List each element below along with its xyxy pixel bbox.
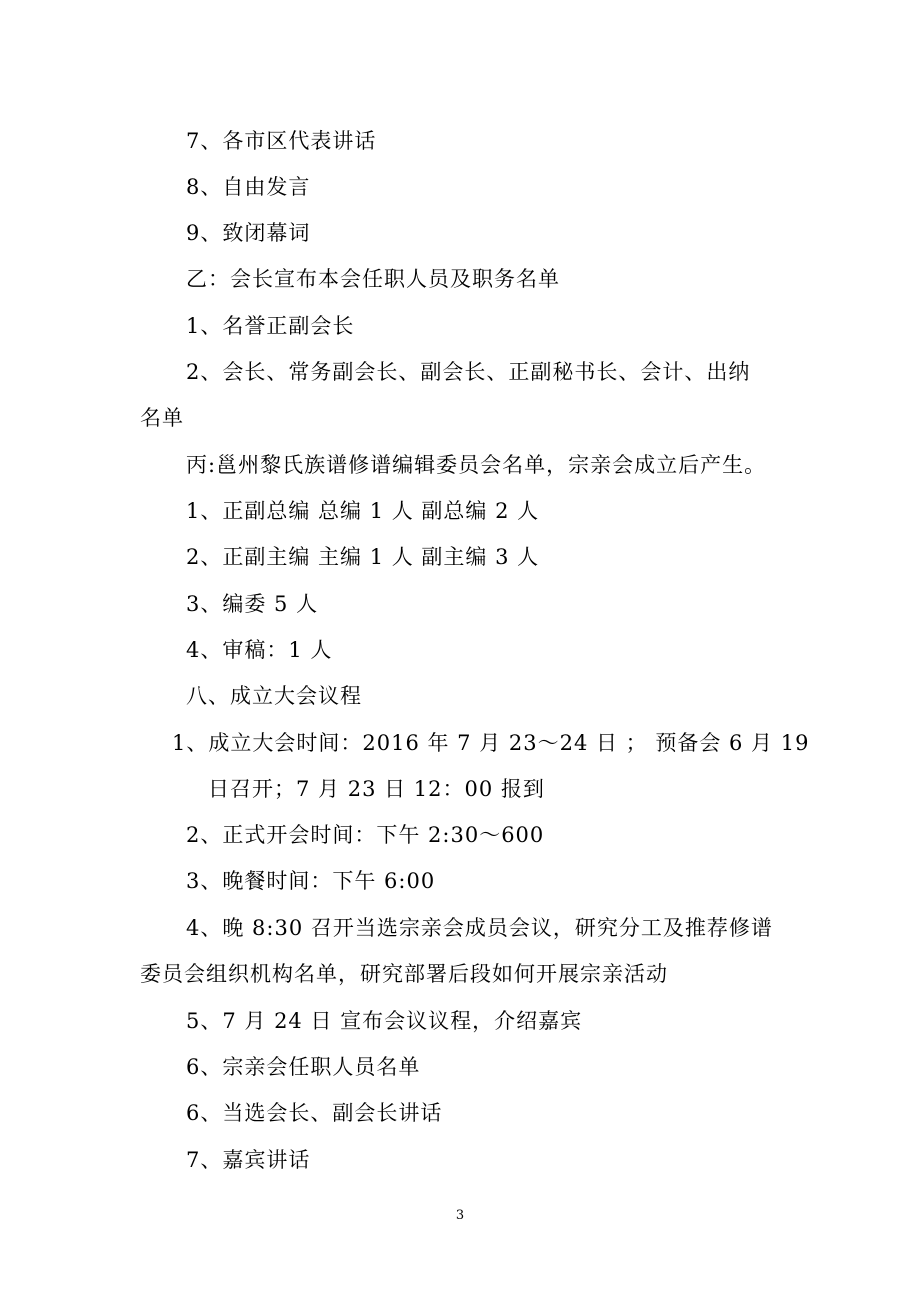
text-line: 1、成立大会时间：2016 年 7 月 23～24 日 ； 预备会 6 月 19 <box>172 731 810 755</box>
text-line: 3、编委 5 人 <box>186 592 319 616</box>
text-line: 2、会长、常务副会长、副会长、正副秘书长、会计、出纳 <box>186 360 751 384</box>
text-line: 2、正式开会时间：下午 2:30～600 <box>186 823 545 847</box>
text-line: 委员会组织机构名单，研究部署后段如何开展宗亲活动 <box>140 962 668 986</box>
text-line: 日召开；7 月 23 日 12：00 报到 <box>208 777 545 801</box>
text-line: 1、正副总编 总编 1 人 副总编 2 人 <box>186 499 540 523</box>
text-line: 2、正副主编 主编 1 人 副主编 3 人 <box>186 545 540 569</box>
text-line: 3、晚餐时间：下午 6:00 <box>186 869 436 893</box>
text-line: 6、当选会长、副会长讲话 <box>186 1101 443 1125</box>
text-line: 6、宗亲会任职人员名单 <box>186 1055 421 1079</box>
text-line: 乙：会长宣布本会任职人员及职务名单 <box>186 267 560 291</box>
text-line: 7、嘉宾讲话 <box>186 1148 311 1172</box>
text-line: 4、晚 8:30 召开当选宗亲会成员会议，研究分工及推荐修谱 <box>186 916 773 940</box>
text-line: 9、致闭幕词 <box>186 221 311 245</box>
text-line: 5、7 月 24 日 宣布会议议程，介绍嘉宾 <box>186 1009 583 1033</box>
text-line: 4、审稿：1 人 <box>186 638 333 662</box>
text-line: 丙:邕州黎氏族谱修谱编辑委员会名单，宗亲会成立后产生。 <box>186 453 767 477</box>
page-number: 3 <box>455 1208 465 1223</box>
text-line: 八、成立大会议程 <box>186 684 362 708</box>
text-line: 8、自由发言 <box>186 175 311 199</box>
text-line: 1、名誉正副会长 <box>186 314 355 338</box>
text-line: 名单 <box>140 406 184 430</box>
text-line: 7、各市区代表讲话 <box>186 129 377 153</box>
